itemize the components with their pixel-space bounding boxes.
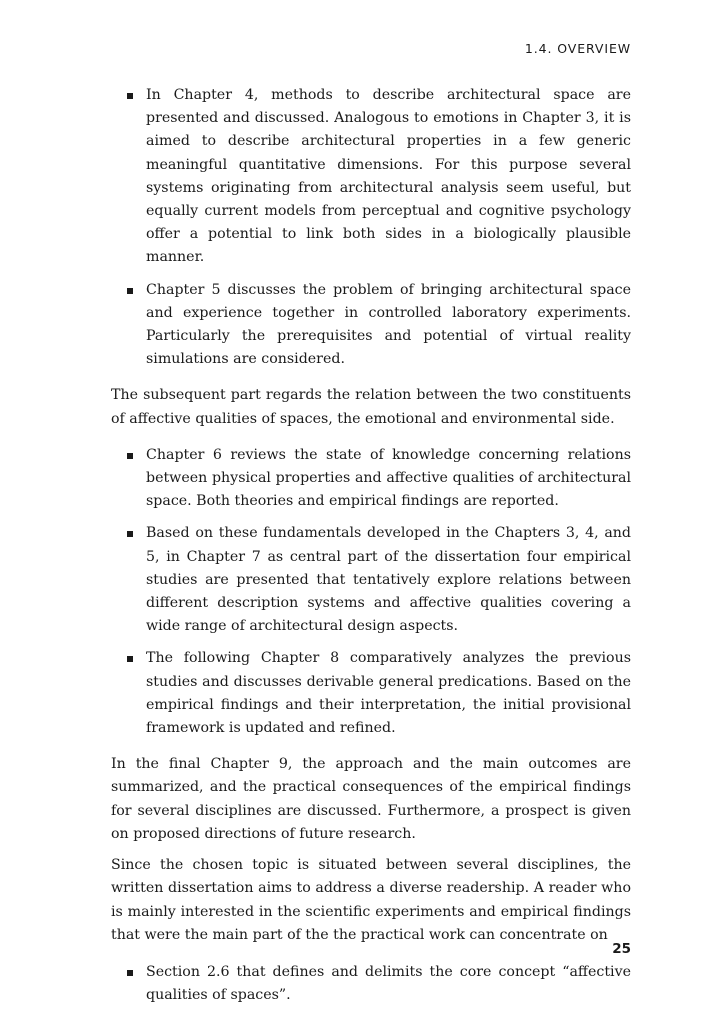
page-content	[111, 84, 631, 1016]
paragraph-readership: Since the chosen topic is situated between several disciplines, the written dissertation aims to address a diverse readership. A reader who is mainly interested in the scientific experiments and empirical findings that were the main part of the the practical work can concentrate on	[111, 857, 631, 943]
page-number: 25	[612, 941, 631, 957]
paragraph-subsequent-part: The subsequent part regards the relation between the two constituents of affective qualities of spaces, the emotional and environmental side.	[111, 387, 631, 427]
square-bullet-icon	[127, 288, 133, 294]
square-bullet-icon	[127, 970, 133, 976]
list-item: The following Chapter 8 comparatively analyzes the previous studies and discusses derivable general predications. Based on the empirical findings and their interpretation, the initial provisional framework is updated and refined.	[111, 647, 631, 740]
list-item: Section 2.6 that defines and delimits the core concept “affective qualities of spaces”.	[111, 961, 631, 1007]
square-bullet-icon	[127, 93, 133, 99]
list-item: Chapter 5 discusses the problem of bringing architectural space and experience together in controlled laboratory experiments. Particularly the prerequisites and potential of virtual reality simulations are considered.	[111, 279, 631, 372]
paragraph-final-chapter: In the final Chapter 9, the approach and the main outcomes are summarized, and the practical consequences of the empirical findings for several disciplines are discussed. Furthermore, a prospect is given on proposed directions of future research.	[111, 756, 631, 842]
list-item: Based on these fundamentals developed in the Chapters 3, 4, and 5, in Chapter 7 as central part of the dissertation four empirical studies are presented that tentatively explore relations between different description systems and affective qualities covering a wide range of architectural design aspects.	[111, 522, 631, 638]
chapter-list-part-2	[111, 444, 631, 740]
reader-guide-list	[111, 961, 631, 1007]
square-bullet-icon	[127, 531, 133, 537]
list-item: Chapter 6 reviews the state of knowledge concerning relations between physical properties and affective qualities of architectural space. Both theories and empirical findings are reported.	[111, 444, 631, 514]
square-bullet-icon	[127, 453, 133, 459]
running-header: 1.4. OVERVIEW	[524, 41, 631, 56]
chapter-list-part-1	[111, 84, 631, 371]
list-item: In Chapter 4, methods to describe architectural space are presented and discussed. Analogous to emotions in Chapter 3, it is aimed to describe architectural properties in a few generic meaningful quantitative dimensions. For this purpose several systems originating from architectural analysis seem useful, but equally current models from perceptual and cognitive psychology offer a potential to link both sides in a biologically plausible manner.	[111, 84, 631, 270]
square-bullet-icon	[127, 656, 133, 662]
